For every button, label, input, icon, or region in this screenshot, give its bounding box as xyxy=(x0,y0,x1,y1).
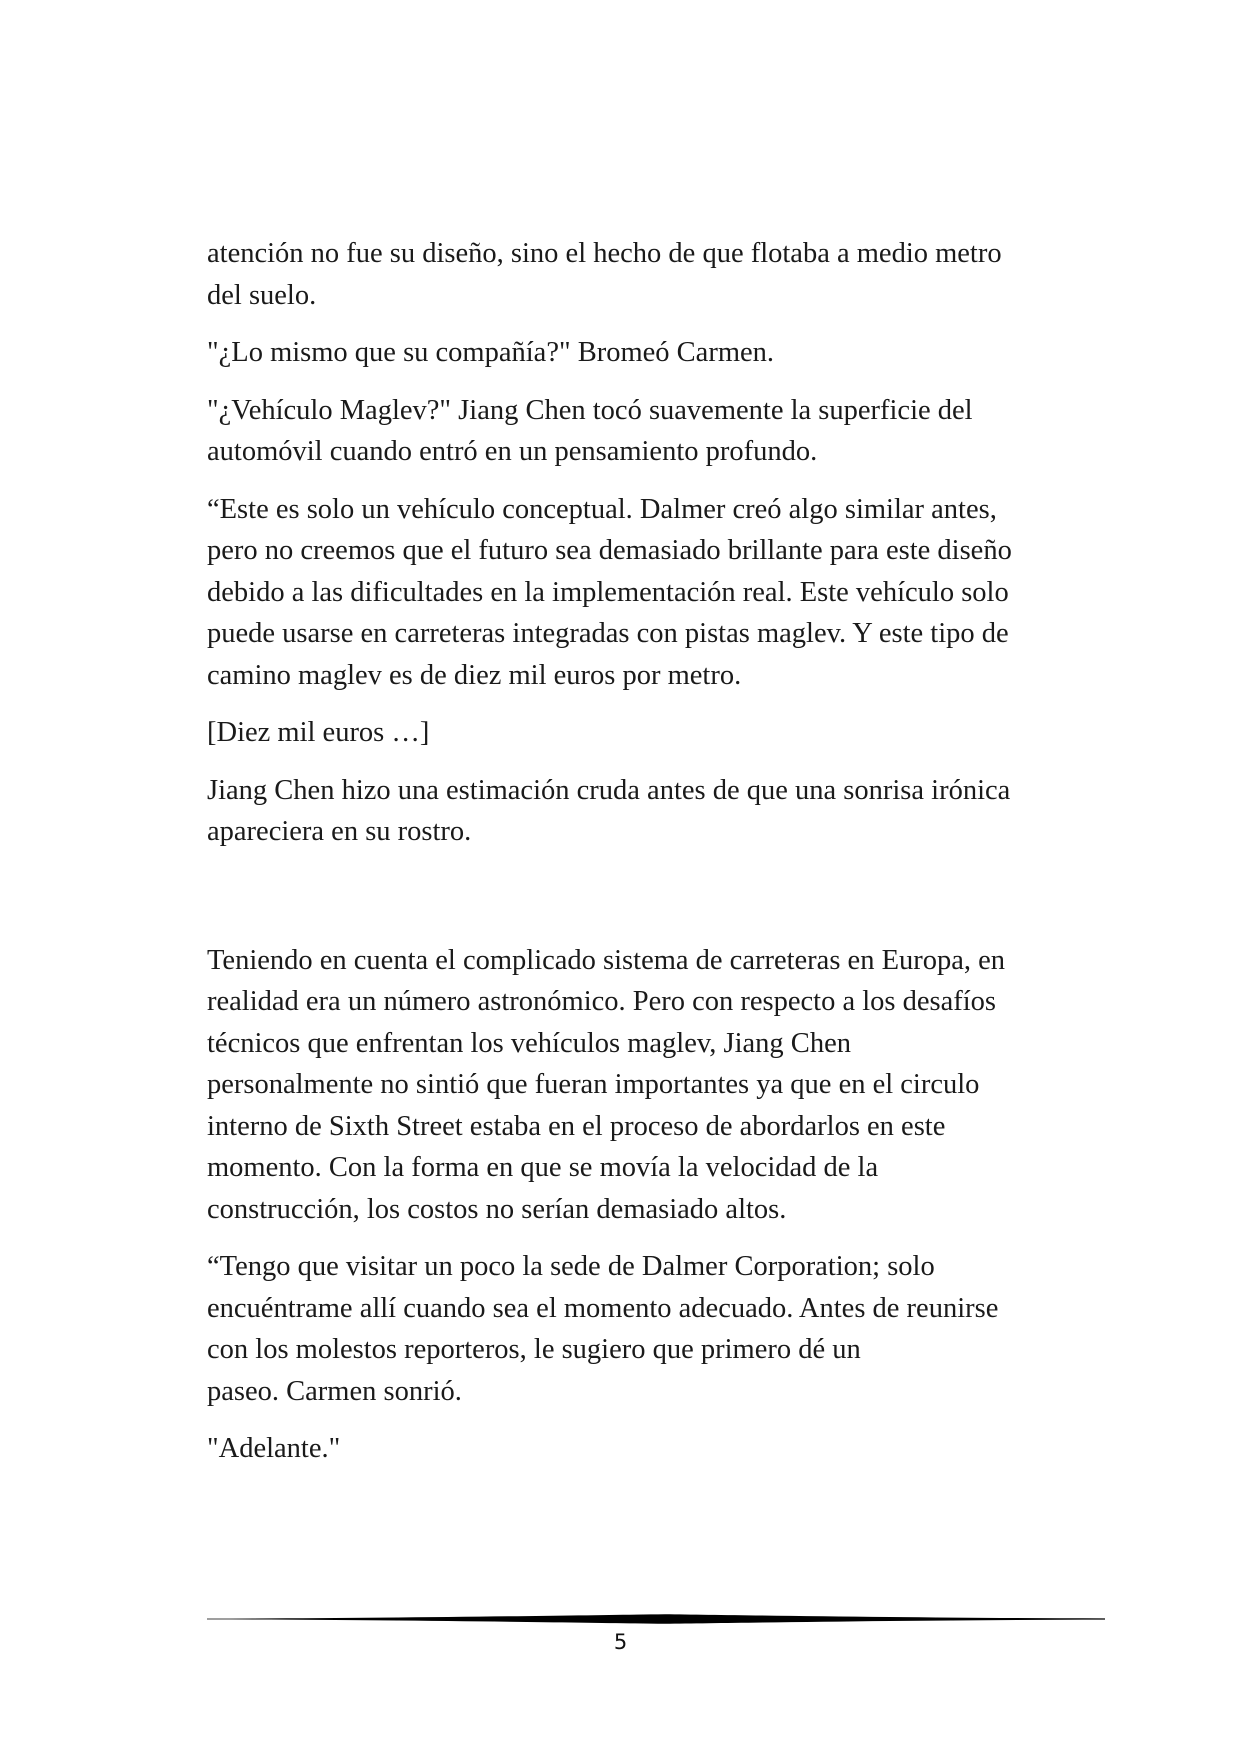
text-line: Teniendo en cuenta el complicado sistema de carreteras en Europa, en xyxy=(207,944,1006,976)
text-line: "¿Vehículo Maglev?" Jiang Chen tocó suavemente la superficie del xyxy=(207,394,973,426)
footer-divider xyxy=(207,1612,1105,1626)
text-line: paseo. Carmen sonrió. xyxy=(207,1375,462,1407)
text-line: apareciera en su rostro. xyxy=(207,816,472,847)
paragraph xyxy=(207,940,1087,1231)
text-line: del suelo. xyxy=(207,279,317,311)
text-line: atención no fue su diseño, sino el hecho de que flotaba a medio metro xyxy=(207,238,1002,269)
text-line: técnicos que enfrentan los vehículos maglev, Jiang Chen xyxy=(207,1027,851,1059)
text-line: “Este es solo un vehículo conceptual. Dalmer creó algo similar antes, xyxy=(207,493,997,525)
text-line: automóvil cuando entró en un pensamiento profundo. xyxy=(207,436,818,467)
text-line: [Diez mil euros …] xyxy=(207,717,430,748)
text-line: Jiang Chen hizo una estimación cruda antes de que una sonrisa irónica xyxy=(207,774,1011,806)
paragraph xyxy=(207,332,1087,374)
paragraph xyxy=(207,489,1087,697)
text-line: "Adelante." xyxy=(207,1433,341,1464)
paragraph xyxy=(207,1428,1087,1470)
text-line: camino maglev es de diez mil euros por metro. xyxy=(207,659,742,691)
text-line: pero no creemos que el futuro sea demasiado brillante para este diseño xyxy=(207,535,1012,566)
paragraph xyxy=(207,1246,1087,1412)
paragraph xyxy=(207,770,1087,853)
text-line: con los molestos reporteros, le sugiero que primero dé un xyxy=(207,1334,861,1365)
text-line: realidad era un número astronómico. Pero con respecto a los desafíos xyxy=(207,986,997,1017)
text-line: “Tengo que visitar un poco la sede de Dalmer Corporation; solo xyxy=(207,1251,935,1282)
text-line: "¿Lo mismo que su compañía?" Bromeó Carmen. xyxy=(207,337,775,368)
paragraph xyxy=(207,233,1087,316)
text-line: encuéntrame allí cuando sea el momento adecuado. Antes de reunirse xyxy=(207,1292,999,1324)
text-line: construcción, los costos no serían demasiado altos. xyxy=(207,1193,787,1225)
paragraph xyxy=(207,712,1087,754)
text-line: debido a las dificultades en la implementación real. Este vehículo solo xyxy=(207,576,1009,608)
text-line: momento. Con la forma en que se movía la velocidad de la xyxy=(207,1152,879,1183)
text-line: interno de Sixth Street estaba en el proceso de abordarlos en este xyxy=(207,1110,946,1142)
body-text xyxy=(207,233,1087,1486)
text-line: puede usarse en carreteras integradas con pistas maglev. Y este tipo de xyxy=(207,618,1009,649)
text-line: personalmente no sintió que fueran importantes ya que en el circulo xyxy=(207,1069,980,1100)
page-number: 5 xyxy=(613,1630,628,1654)
paragraph xyxy=(207,390,1087,473)
